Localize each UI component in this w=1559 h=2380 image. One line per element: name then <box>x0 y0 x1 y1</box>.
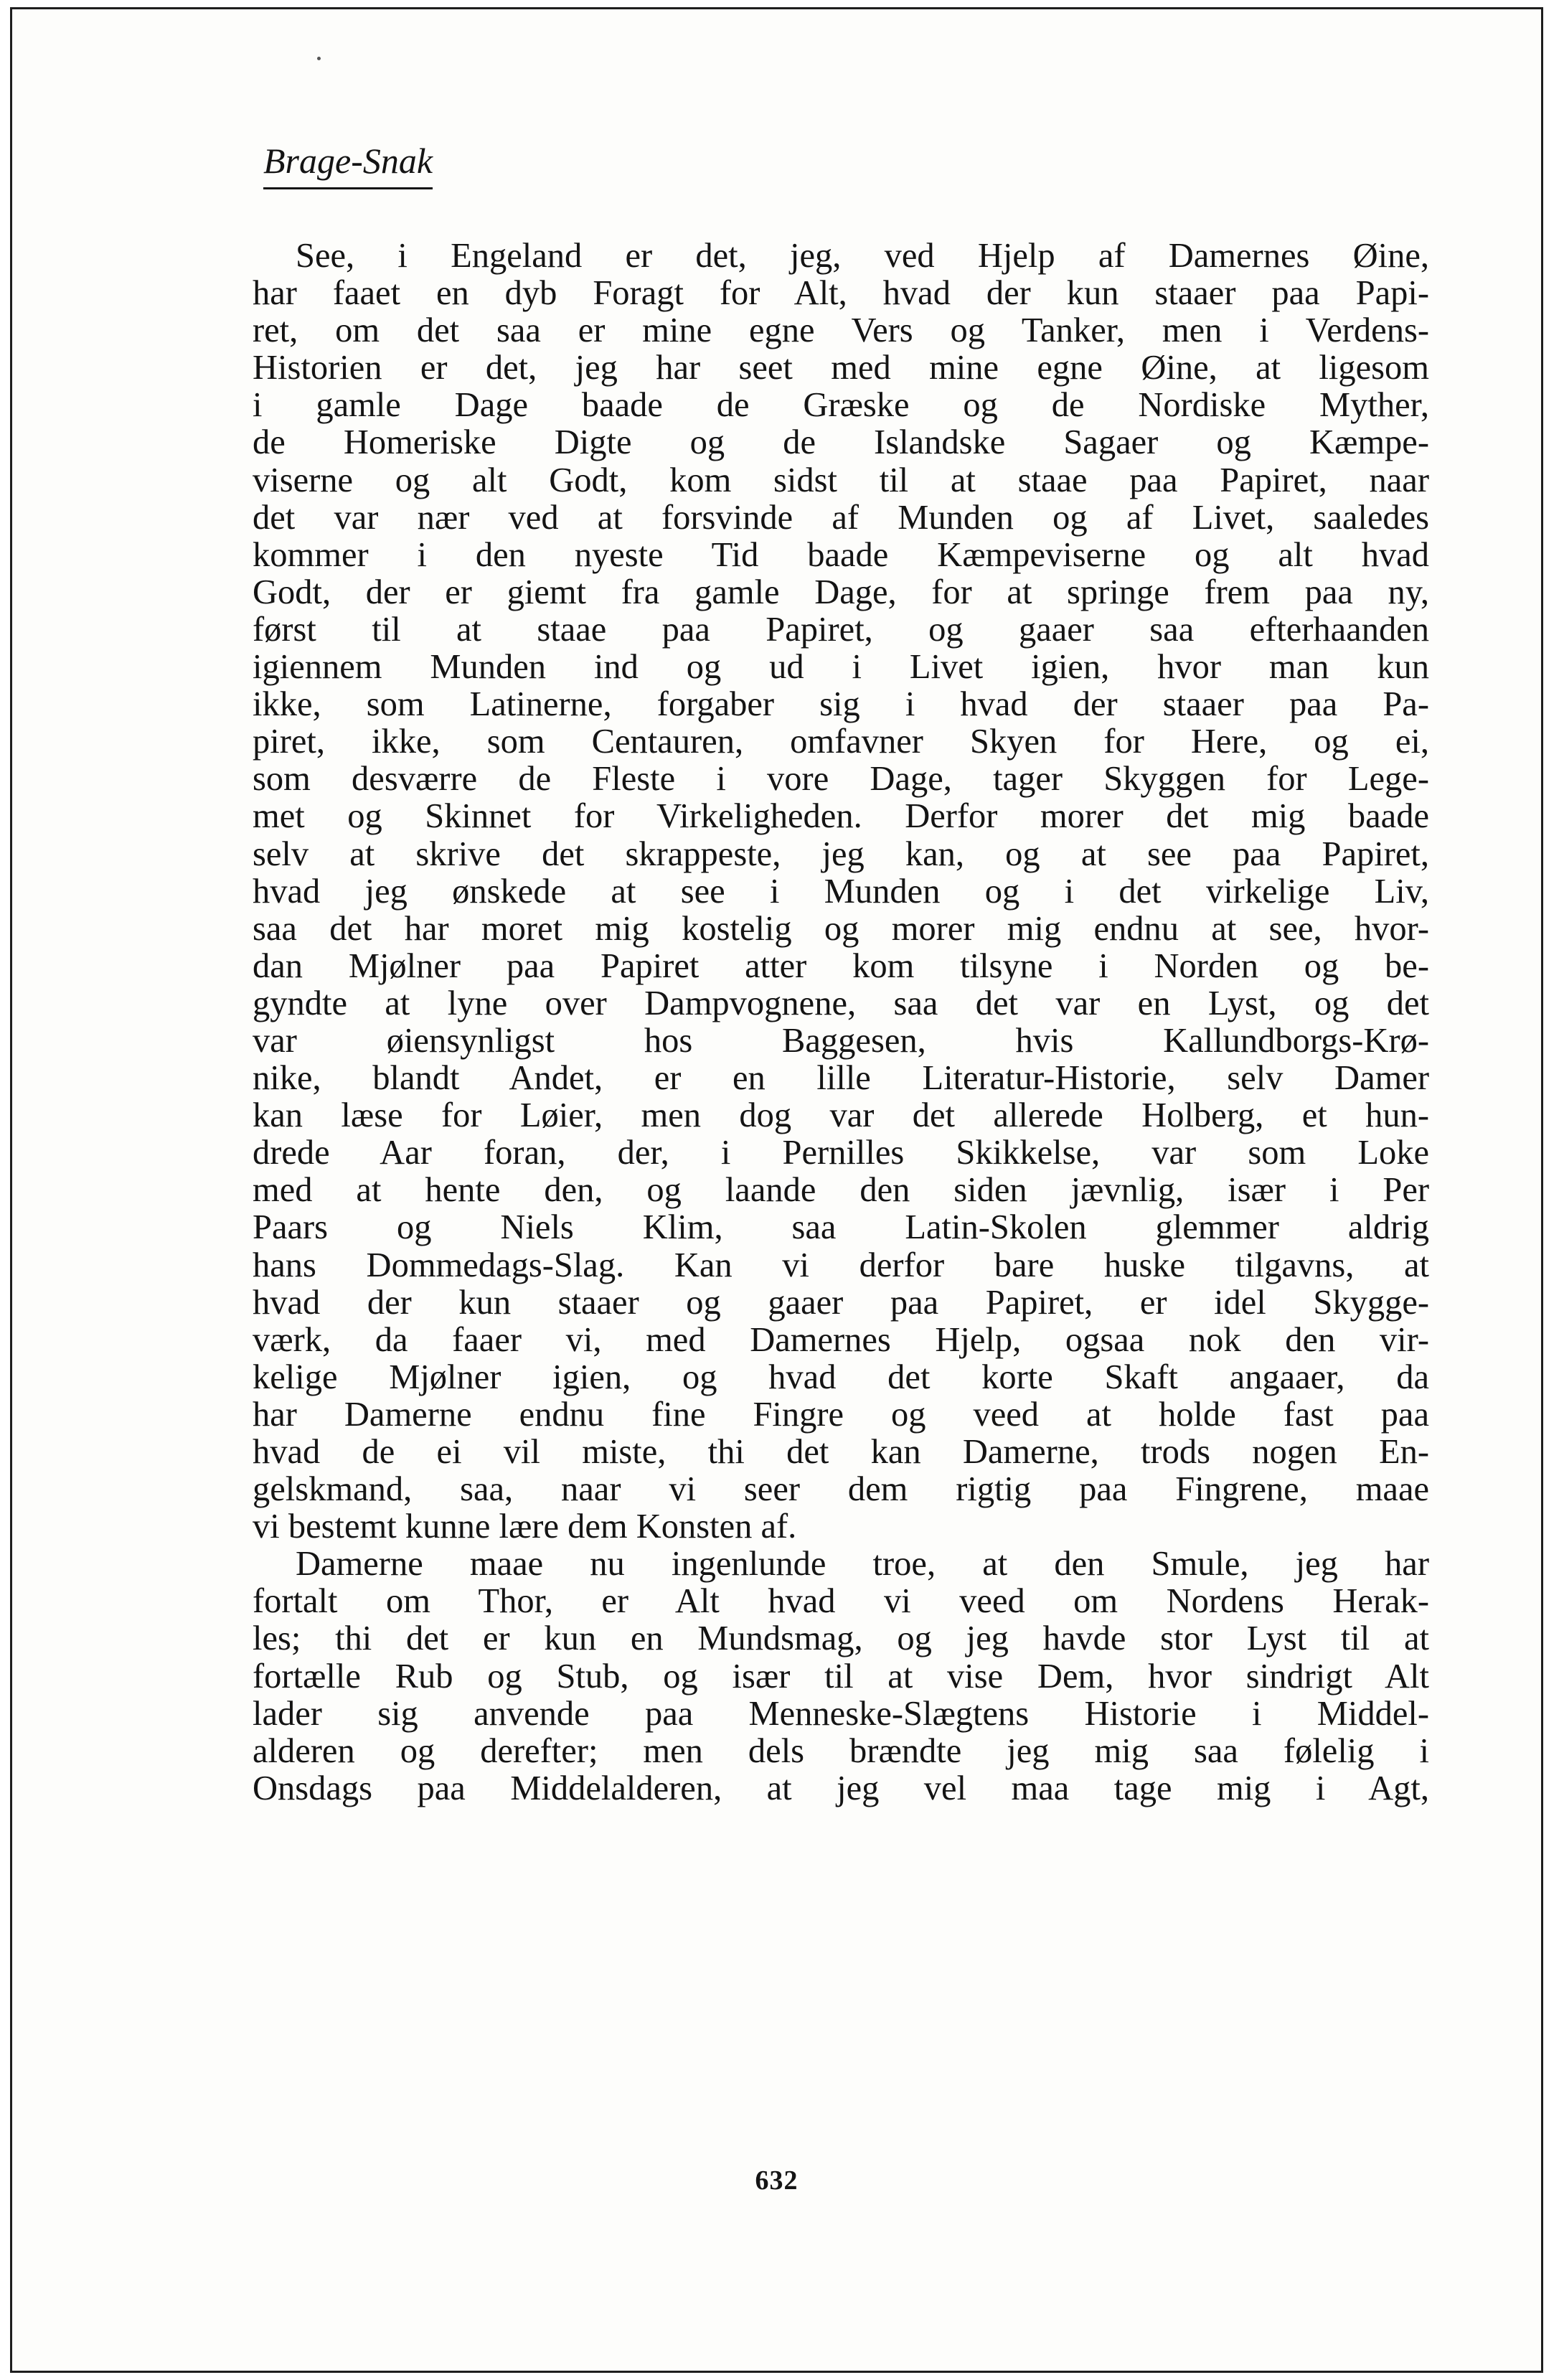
text-line: ret, om det saa er mine egne Vers og Tanker, men i Verdens- <box>253 311 1429 350</box>
text-line: det var nær ved at forsvinde af Munden og af Livet, saaledes <box>253 498 1429 537</box>
text-line: Godt, der er giemt fra gamle Dage, for at springe frem paa ny, <box>253 573 1429 611</box>
page-frame <box>10 7 1543 2373</box>
text-line: lader sig anvende paa Menneske-Slægtens Historie i Middel- <box>253 1694 1429 1733</box>
text-line: drede Aar foran, der, i Pernilles Skikkelse, var som Loke <box>253 1134 1429 1172</box>
text-line: les; thi det er kun en Mundsmag, og jeg havde stor Lyst til at <box>253 1619 1429 1658</box>
text-line: saa det har moret mig kostelig og morer mig endnu at see, hvor- <box>253 909 1429 948</box>
text-line: selv at skrive det skrappeste, jeg kan, og at see paa Papiret, <box>253 834 1429 873</box>
body-text <box>253 237 1429 1807</box>
text-line: Paars og Niels Klim, saa Latin-Skolen glemmer aldrig <box>253 1208 1429 1247</box>
text-line: See, i Engeland er det, jeg, ved Hjelp af Damernes Øine, <box>296 237 1429 275</box>
text-line: som desværre de Fleste i vore Dage, tager Skyggen for Lege- <box>253 760 1429 799</box>
text-line: hans Dommedags-Slag. Kan vi derfor bare huske tilgavns, at <box>253 1246 1429 1284</box>
text-line: var øiensynligst hos Baggesen, hvis Kallundborgs-Krø- <box>253 1021 1429 1060</box>
text-line: nike, blandt Andet, er en lille Literatur-Historie, selv Damer <box>253 1059 1429 1098</box>
text-line: igiennem Munden ind og ud i Livet igien, hvor man kun <box>253 648 1429 687</box>
text-line: alderen og derefter; men dels brændte jeg mig saa følelig i <box>253 1731 1429 1770</box>
text-line: ikke, som Latinerne, forgaber sig i hvad der staaer paa Pa- <box>253 685 1429 724</box>
text-line: vi bestemt kunne lære dem Konsten af. <box>253 1508 797 1546</box>
text-line: piret, ikke, som Centauren, omfavner Skyen for Here, og ei, <box>253 723 1429 761</box>
text-line: kelige Mjølner igien, og hvad det korte Skaft angaaer, da <box>253 1358 1429 1396</box>
paper-speck <box>317 57 321 60</box>
text-line: de Homeriske Digte og de Islandske Sagaer og Kæmpe- <box>253 423 1429 462</box>
text-line: met og Skinnet for Virkeligheden. Derfor morer det mig baade <box>253 797 1429 836</box>
text-line: Onsdags paa Middelalderen, at jeg vel maa tage mig i Agt, <box>253 1769 1429 1807</box>
text-line: hvad der kun staaer og gaaer paa Papiret, er idel Skygge- <box>253 1283 1429 1322</box>
text-line: Historien er det, jeg har seet med mine egne Øine, at ligesom <box>253 349 1429 387</box>
text-line: hvad jeg ønskede at see i Munden og i det virkelige Liv, <box>253 872 1429 911</box>
text-line: fortalt om Thor, er Alt hvad vi veed om Nordens Herak- <box>253 1582 1429 1621</box>
text-line: værk, da faaer vi, med Damernes Hjelp, ogsaa nok den vir- <box>253 1320 1429 1359</box>
text-line: først til at staae paa Papiret, og gaaer saa efterhaanden <box>253 610 1429 649</box>
text-line: kan læse for Løier, men dog var det allerede Holberg, et hun- <box>253 1096 1429 1135</box>
running-head: Brage-Snak <box>263 143 433 189</box>
text-line: viserne og alt Godt, kom sidst til at staae paa Papiret, naar <box>253 461 1429 499</box>
text-line: kommer i den nyeste Tid baade Kæmpeviserne og alt hvad <box>253 535 1429 574</box>
text-line: har faaet en dyb Foragt for Alt, hvad der kun staaer paa Papi- <box>253 274 1429 313</box>
text-line: Damerne maae nu ingenlunde troe, at den Smule, jeg har <box>296 1545 1429 1584</box>
text-line: dan Mjølner paa Papiret atter kom tilsyne i Norden og be- <box>253 946 1429 985</box>
text-line: gyndte at lyne over Dampvognene, saa det var en Lyst, og det <box>253 984 1429 1022</box>
text-line: har Damerne endnu fine Fingre og veed at holde fast paa <box>253 1395 1429 1434</box>
text-line: i gamle Dage baade de Græske og de Nordiske Myther, <box>253 386 1429 425</box>
page-number: 632 <box>755 2165 799 2196</box>
text-line: hvad de ei vil miste, thi det kan Damerne, trods nogen En- <box>253 1433 1429 1471</box>
text-line: med at hente den, og laande den siden jævnlig, især i Per <box>253 1171 1429 1210</box>
text-line: fortælle Rub og Stub, og især til at vise Dem, hvor sindrigt Alt <box>253 1657 1429 1695</box>
text-line: gelskmand, saa, naar vi seer dem rigtig paa Fingrene, maae <box>253 1470 1429 1509</box>
